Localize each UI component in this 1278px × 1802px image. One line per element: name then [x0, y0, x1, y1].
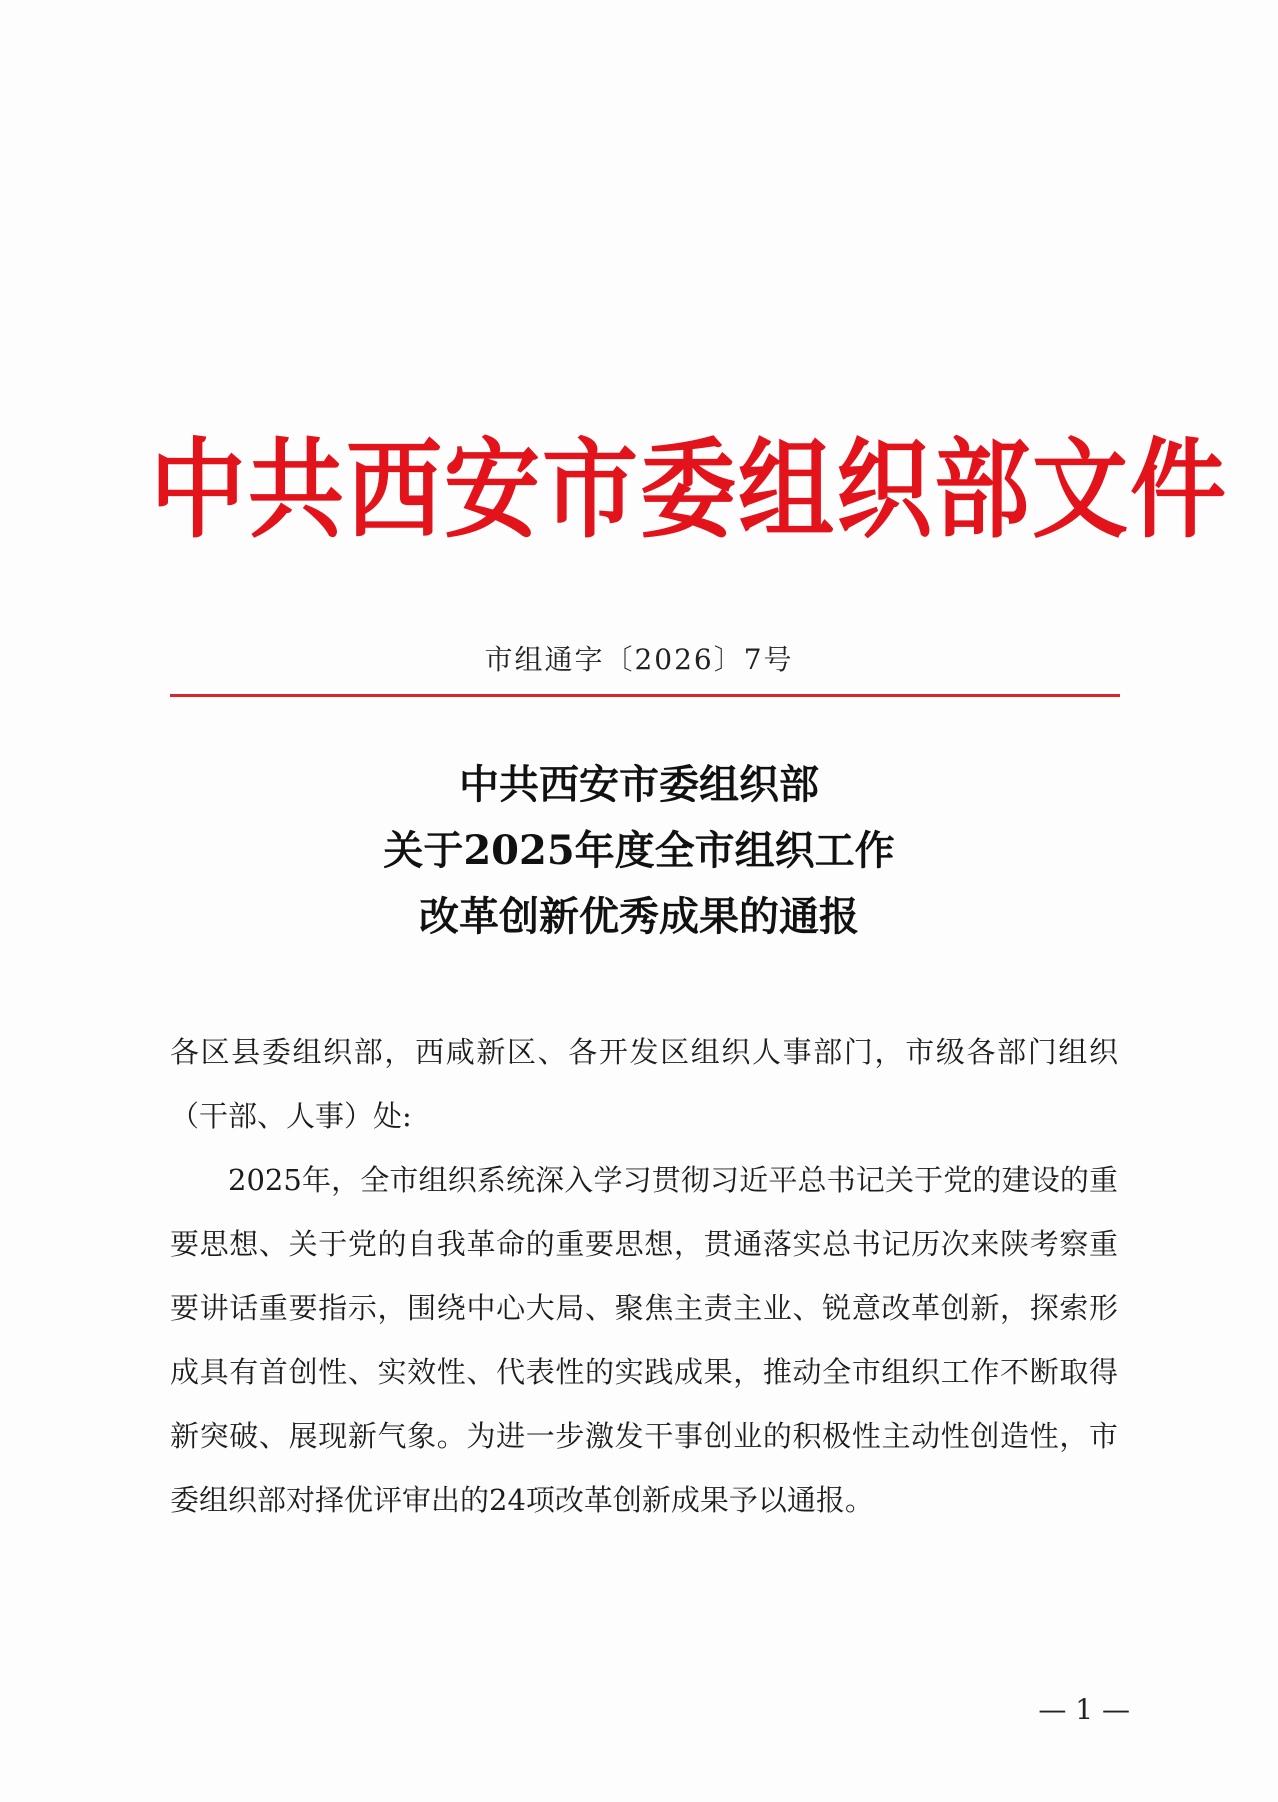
- salutation: 各区县委组织部，西咸新区、各开发区组织人事部门，市级各部门组织（干部、人事）处:: [170, 1035, 1118, 1133]
- body-paragraph: 2025年，全市组织系统深入学习贯彻习近平总书记关于党的建设的重要思想、关于党的自我革命的重要思想，贯通落实总书记历次来陕考察重要讲话重要指示，围绕中心大局、聚焦主责主业、锐意改革创新，探索形成具有首创性、实效性、代表性的实践成果，推动全市组织工作不断取得新突破、展现新气象。为进一步激发干事创业的积极性主动性创造性，市委组织部对择优评审出的24项改革创新成果予以通报。: [170, 1163, 1118, 1517]
- document-body: [170, 1020, 1118, 1532]
- red-divider-line: [170, 694, 1120, 697]
- document-title: [0, 752, 1278, 950]
- document-number: 市组通字〔2026〕7号: [484, 643, 794, 676]
- title-line-2: 关于2025年度全市组织工作: [383, 827, 895, 874]
- title-line-3: 改革创新优秀成果的通报: [419, 893, 859, 940]
- masthead-title: 中共西安市委组织部文件: [150, 426, 1228, 553]
- page-number: — 1 —: [1038, 1693, 1130, 1726]
- title-line-1: 中共西安市委组织部: [459, 761, 819, 808]
